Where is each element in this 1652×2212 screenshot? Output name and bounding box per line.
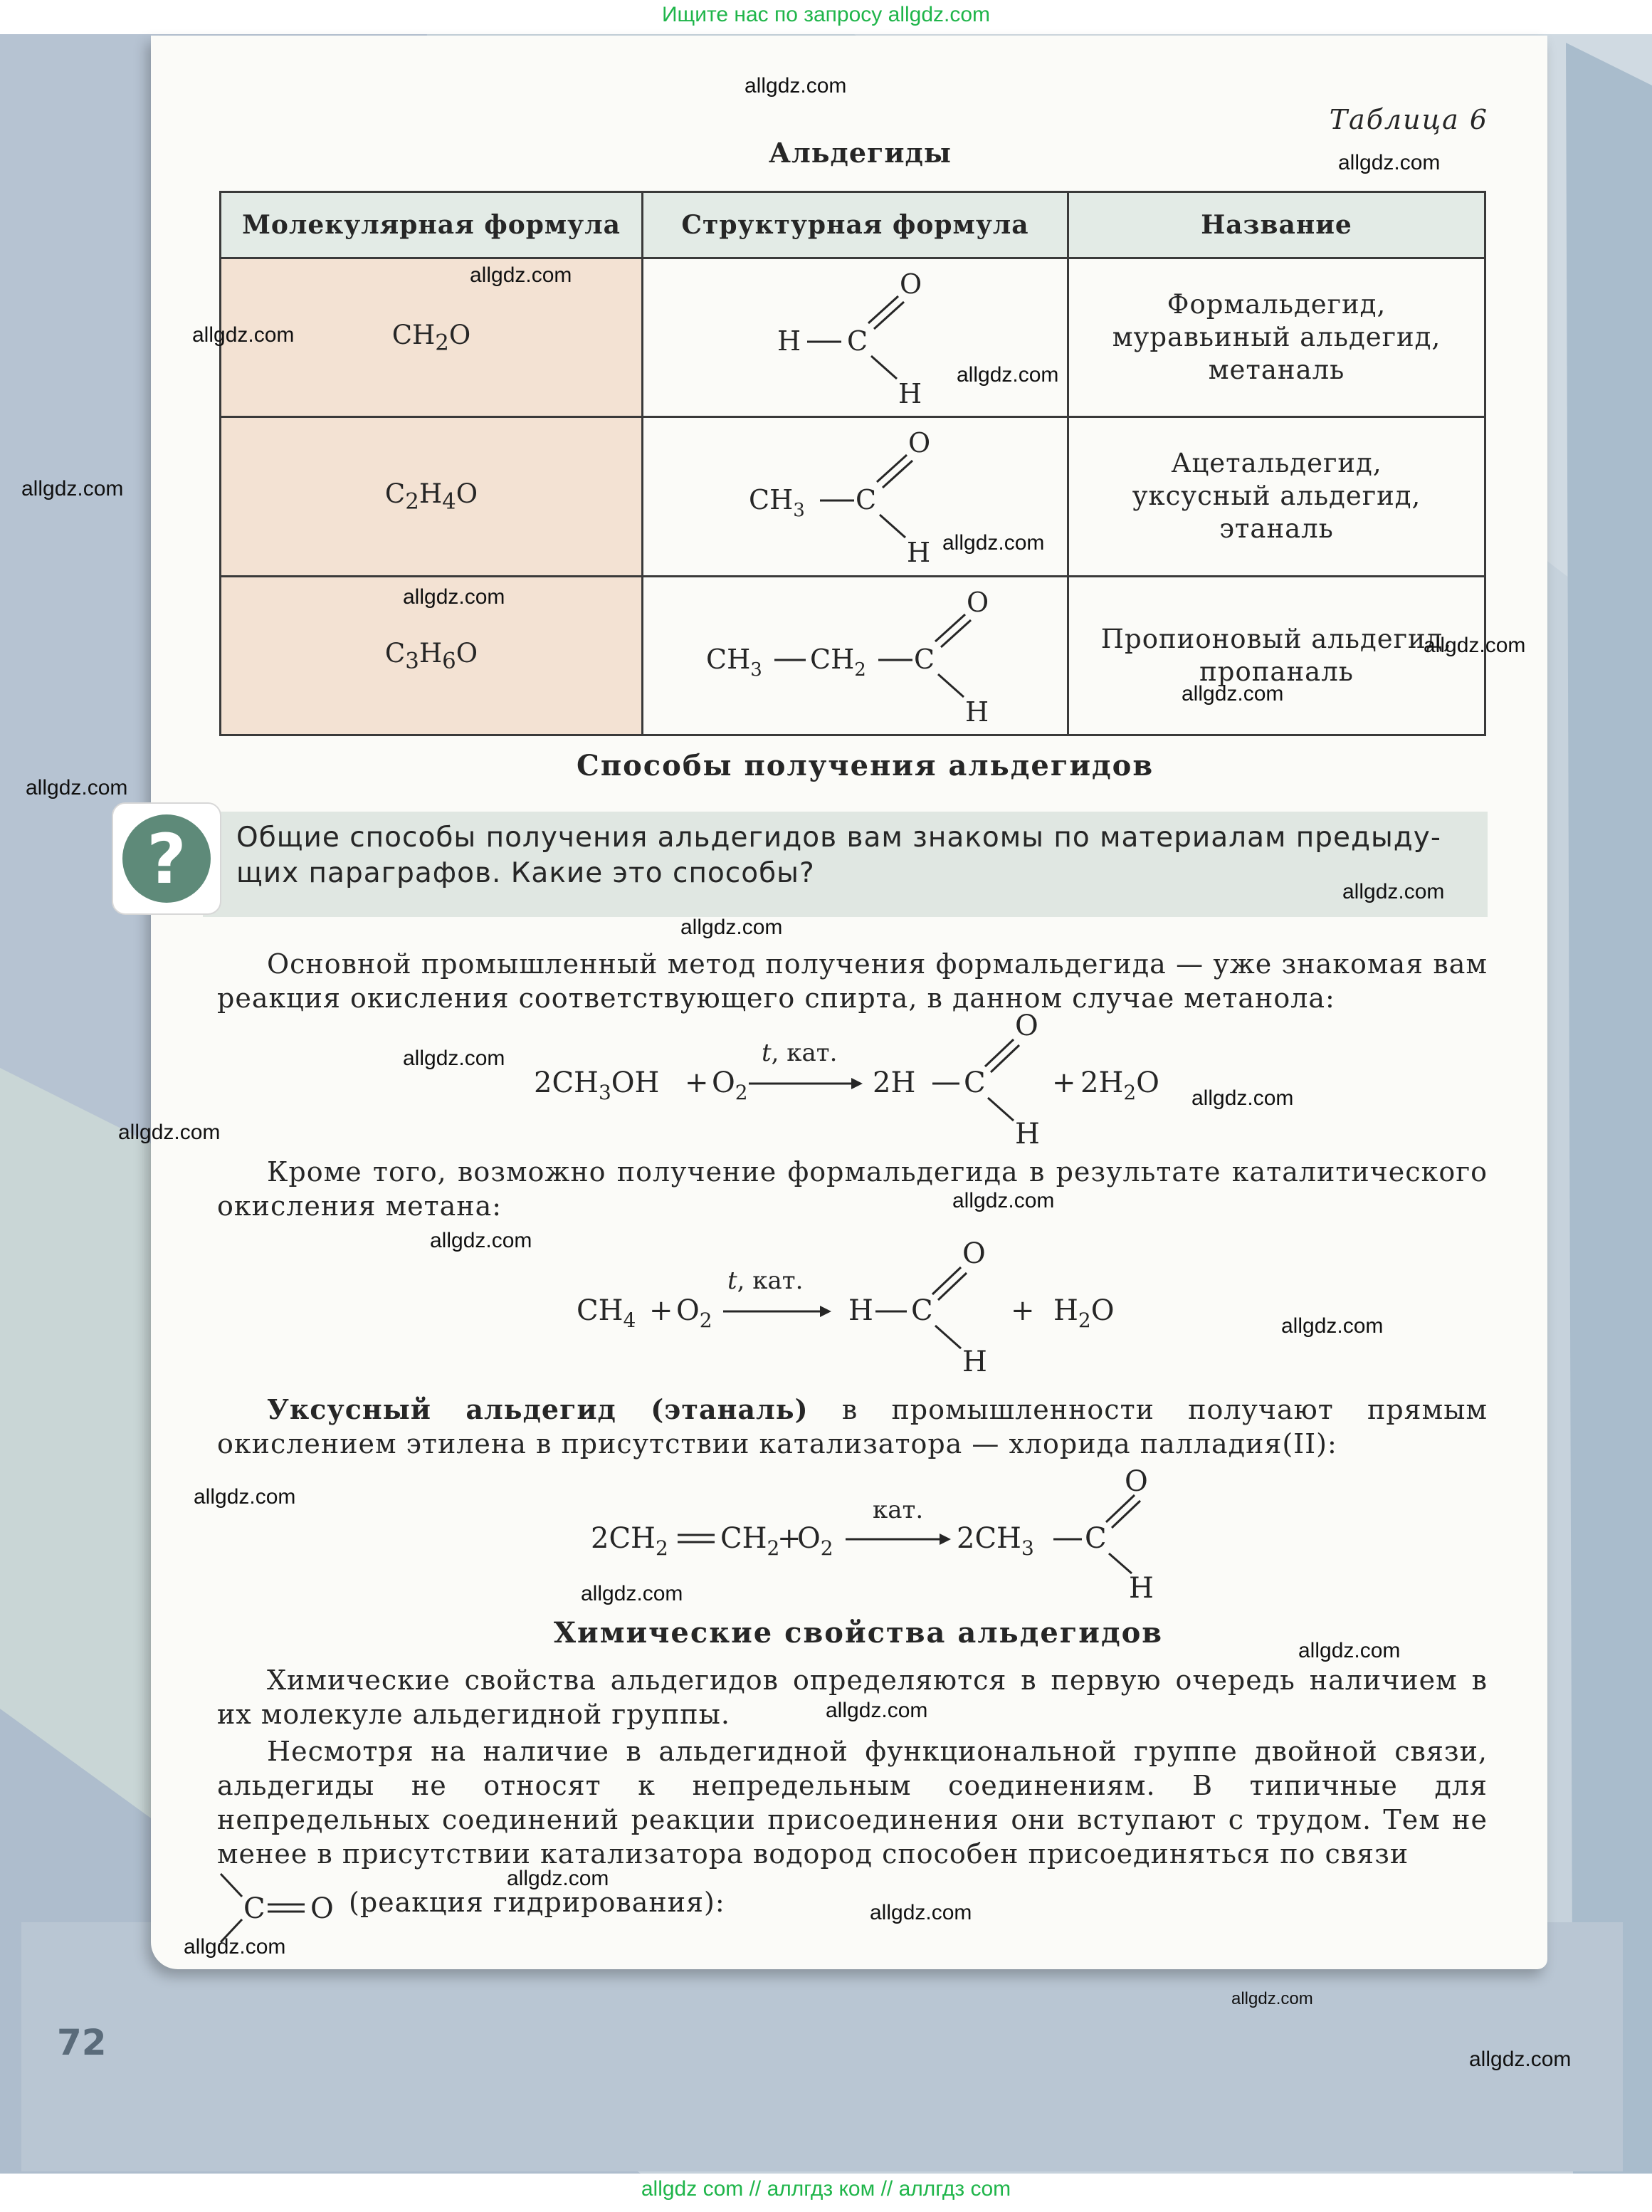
atom-o: O: [899, 268, 922, 300]
watermark[interactable]: allgdz.com: [21, 477, 124, 500]
name-line: этаналь: [1219, 513, 1334, 545]
watermark[interactable]: allgdz.com: [26, 776, 128, 800]
formula-text: $CH_2O$: [391, 319, 471, 356]
group-ch3: $CH_3$: [705, 643, 762, 681]
watermark[interactable]: allgdz.com: [826, 1699, 928, 1722]
paragraph-hydrogenation: Несмотря на наличие в альдегидной функциональной группе двойной связи, альдегиды не относят к непредельным соединениям. В типичные для непредельных соединений реакции присоединения они вступают с трудом. Тем не менее в присутствии катализатора водород способен присоединяться по связи: [217, 1736, 1488, 1870]
eq-water: $2H_2O$: [1080, 1066, 1159, 1104]
watermark[interactable]: allgdz.com: [942, 531, 1045, 555]
question-icon-glyph: ?: [147, 819, 186, 899]
bond: [880, 515, 905, 538]
reaction-arrowhead: [820, 1306, 831, 1317]
formaldehyde-structure: [749, 266, 962, 409]
eq-product: $2CH_3$: [957, 1522, 1034, 1560]
watermark[interactable]: allgdz.com: [470, 263, 572, 287]
eq-ch2: $CH_2$: [720, 1522, 780, 1560]
atom-o: O: [966, 586, 989, 618]
watermark[interactable]: allgdz.com: [1298, 1639, 1401, 1662]
atom-h: H: [848, 1294, 873, 1327]
eq-product-2h: 2H: [873, 1066, 916, 1099]
propanal-structure: [706, 585, 1005, 727]
eq-o2: $O_2$: [676, 1294, 712, 1332]
eq-water: $H_2O$: [1053, 1294, 1115, 1332]
watermark[interactable]: allgdz.com: [184, 1935, 286, 1959]
header-molecular: Молекулярная формула: [221, 192, 643, 258]
atom-o: O: [310, 1892, 334, 1925]
eq-condition: кат.: [873, 1496, 924, 1524]
name-line: уксусный альдегид,: [1132, 481, 1421, 512]
question-icon: [111, 802, 222, 916]
compound-name-cell: [1068, 576, 1485, 735]
group-ch3: $CH_3$: [748, 484, 805, 522]
watermark[interactable]: allgdz.com: [957, 363, 1059, 387]
atom-c: C: [911, 1294, 933, 1327]
eq-plus: +: [1052, 1066, 1076, 1099]
bond: [938, 674, 964, 697]
structural-formula-cell: [643, 258, 1068, 417]
atom-c: C: [243, 1892, 265, 1925]
watermark[interactable]: allgdz.com: [192, 323, 295, 347]
atom-c: C: [913, 643, 935, 675]
table-header-row: [221, 192, 1485, 258]
double-bond: [938, 1273, 967, 1300]
name-line: Ацетальдегид,: [1171, 448, 1382, 479]
watermark[interactable]: allgdz.com: [952, 1189, 1055, 1212]
atom-h: H: [1129, 1572, 1154, 1602]
watermark[interactable]: allgdz.com: [507, 1867, 609, 1890]
watermark[interactable]: allgdz.com: [194, 1485, 296, 1509]
name-line: Формальдегид,: [1167, 289, 1387, 320]
watermark[interactable]: allgdz.com: [581, 1582, 683, 1605]
watermark[interactable]: allgdz.com: [118, 1121, 221, 1144]
watermark[interactable]: allgdz.com: [680, 916, 783, 939]
reaction-arrowhead: [851, 1078, 863, 1089]
bold-term: Уксусный альдегид (этаналь): [267, 1393, 809, 1425]
compound-name-cell: [1068, 258, 1485, 417]
double-bond: [991, 1045, 1019, 1072]
formula-text: $C_2H_4O$: [384, 478, 478, 515]
atom-c: C: [855, 484, 876, 516]
bond: [935, 1326, 961, 1348]
formula-text: $C_3H_6O$: [384, 637, 478, 674]
double-bond: [1106, 1495, 1135, 1522]
table-label: Таблица 6: [1329, 104, 1488, 135]
atom-h: H: [964, 696, 989, 727]
watermark[interactable]: allgdz.com: [430, 1229, 532, 1252]
acetaldehyde-structure: [749, 425, 962, 567]
structural-formula-cell: [643, 576, 1068, 735]
atom-h: H: [777, 325, 801, 357]
paragraph-acetaldehyde: [217, 1393, 1488, 1461]
bottom-watermark[interactable]: allgdz com // аллгдз ком // аллгдз com: [641, 2177, 1011, 2201]
section-title-properties: Химические свойства альдегидов: [554, 1616, 1164, 1650]
double-bond: [985, 1039, 1014, 1066]
paragraph-rest: в промышленности получают прямым окислением этилена в присутствии катализатора — хлорида палладия(II):: [217, 1394, 1488, 1459]
name-line: Пропионовый альдегид,: [1100, 623, 1453, 654]
paragraph-properties: Химические свойства альдегидов определяются в первую очередь наличием в их молекуле альдегидной группы.: [217, 1665, 1488, 1730]
molecular-formula-cell: [221, 417, 643, 576]
table-title: Альдегиды: [769, 137, 952, 169]
paragraph-methanol: Основной промышленный метод получения формальдегида — уже знакомая вам реакция окисления соответствующего спирта, в данном случае метанола:: [217, 948, 1488, 1014]
page-number: 72: [57, 2022, 107, 2063]
compound-name-cell: [1068, 417, 1485, 576]
watermark[interactable]: allgdz.com: [403, 585, 505, 609]
watermark[interactable]: allgdz.com: [1231, 1989, 1313, 2008]
section-title-preparation: Способы получения альдегидов: [577, 749, 1154, 782]
eq-lhs: $2CH_3OH$: [534, 1066, 660, 1104]
watermark[interactable]: allgdz.com: [403, 1047, 505, 1070]
eq-condition: t, кат.: [727, 1267, 804, 1295]
double-bond: [932, 1267, 961, 1294]
watermark[interactable]: allgdz.com: [1338, 151, 1441, 174]
atom-c: C: [846, 325, 868, 357]
bond: [1109, 1553, 1132, 1573]
bond: [988, 1098, 1014, 1121]
watermark[interactable]: allgdz.com: [1191, 1086, 1294, 1110]
atom-h: H: [906, 537, 930, 568]
atom-o: O: [1125, 1465, 1148, 1498]
eq-plus: +: [777, 1522, 801, 1555]
eq-ch2: $2CH_2$: [591, 1522, 668, 1560]
eq-o2: $O_2$: [797, 1522, 833, 1560]
atom-h: H: [962, 1346, 987, 1374]
top-watermark[interactable]: Ищите нас по запросу allgdz.com: [661, 3, 991, 26]
double-bond: [1112, 1501, 1140, 1528]
question-text: Общие способы получения альдегидов вам знакомы по материалам предыду-щих параграфов. Какие это способы?: [236, 822, 1441, 889]
atom-o: O: [907, 427, 930, 459]
atom-c: C: [1085, 1522, 1107, 1555]
eq-plus: +: [1011, 1294, 1035, 1327]
atom-h: H: [1015, 1118, 1040, 1146]
eq-plus: +: [685, 1066, 709, 1099]
watermark[interactable]: allgdz.com: [1424, 634, 1526, 657]
name-line: муравьиный альдегид,: [1112, 322, 1441, 353]
eq-ch4: $CH_4$: [577, 1294, 636, 1332]
atom-c: C: [964, 1066, 986, 1099]
equation-methanol-oxidation: [527, 1004, 1210, 1146]
group-ch2: $CH_2$: [809, 643, 866, 681]
aldehydes-table: [219, 191, 1486, 736]
reaction-arrowhead: [940, 1534, 951, 1545]
header-structural: Структурная формула: [643, 192, 1068, 258]
equation-ethylene-oxidation: [584, 1459, 1267, 1602]
watermark[interactable]: allgdz.com: [1342, 880, 1445, 903]
atom-h: H: [898, 378, 922, 409]
header-name: Название: [1068, 192, 1485, 258]
name-line: пропаналь: [1199, 656, 1354, 687]
watermark[interactable]: allgdz.com: [1469, 2048, 1572, 2071]
table-row: [221, 258, 1485, 417]
atom-o: O: [1015, 1010, 1038, 1042]
eq-condition: t, кат.: [762, 1039, 838, 1067]
bond: [221, 1874, 242, 1897]
name-line: метаналь: [1208, 355, 1345, 386]
watermark[interactable]: allgdz.com: [745, 74, 847, 98]
eq-o2: $O_2$: [712, 1066, 748, 1104]
hydrogenation-tail: (реакция гидрирования):: [349, 1887, 725, 1918]
atom-o: O: [962, 1237, 986, 1270]
eq-plus: +: [649, 1294, 673, 1327]
bond: [871, 356, 897, 379]
paragraph-methane: Кроме того, возможно получение формальдегида в результате каталитического окисления метана:: [217, 1156, 1488, 1222]
table-row: [221, 417, 1485, 576]
watermark[interactable]: allgdz.com: [1182, 682, 1284, 706]
watermark[interactable]: allgdz.com: [870, 1901, 972, 1924]
watermark[interactable]: allgdz.com: [1281, 1314, 1384, 1338]
equation-methane-oxidation: [569, 1232, 1182, 1374]
